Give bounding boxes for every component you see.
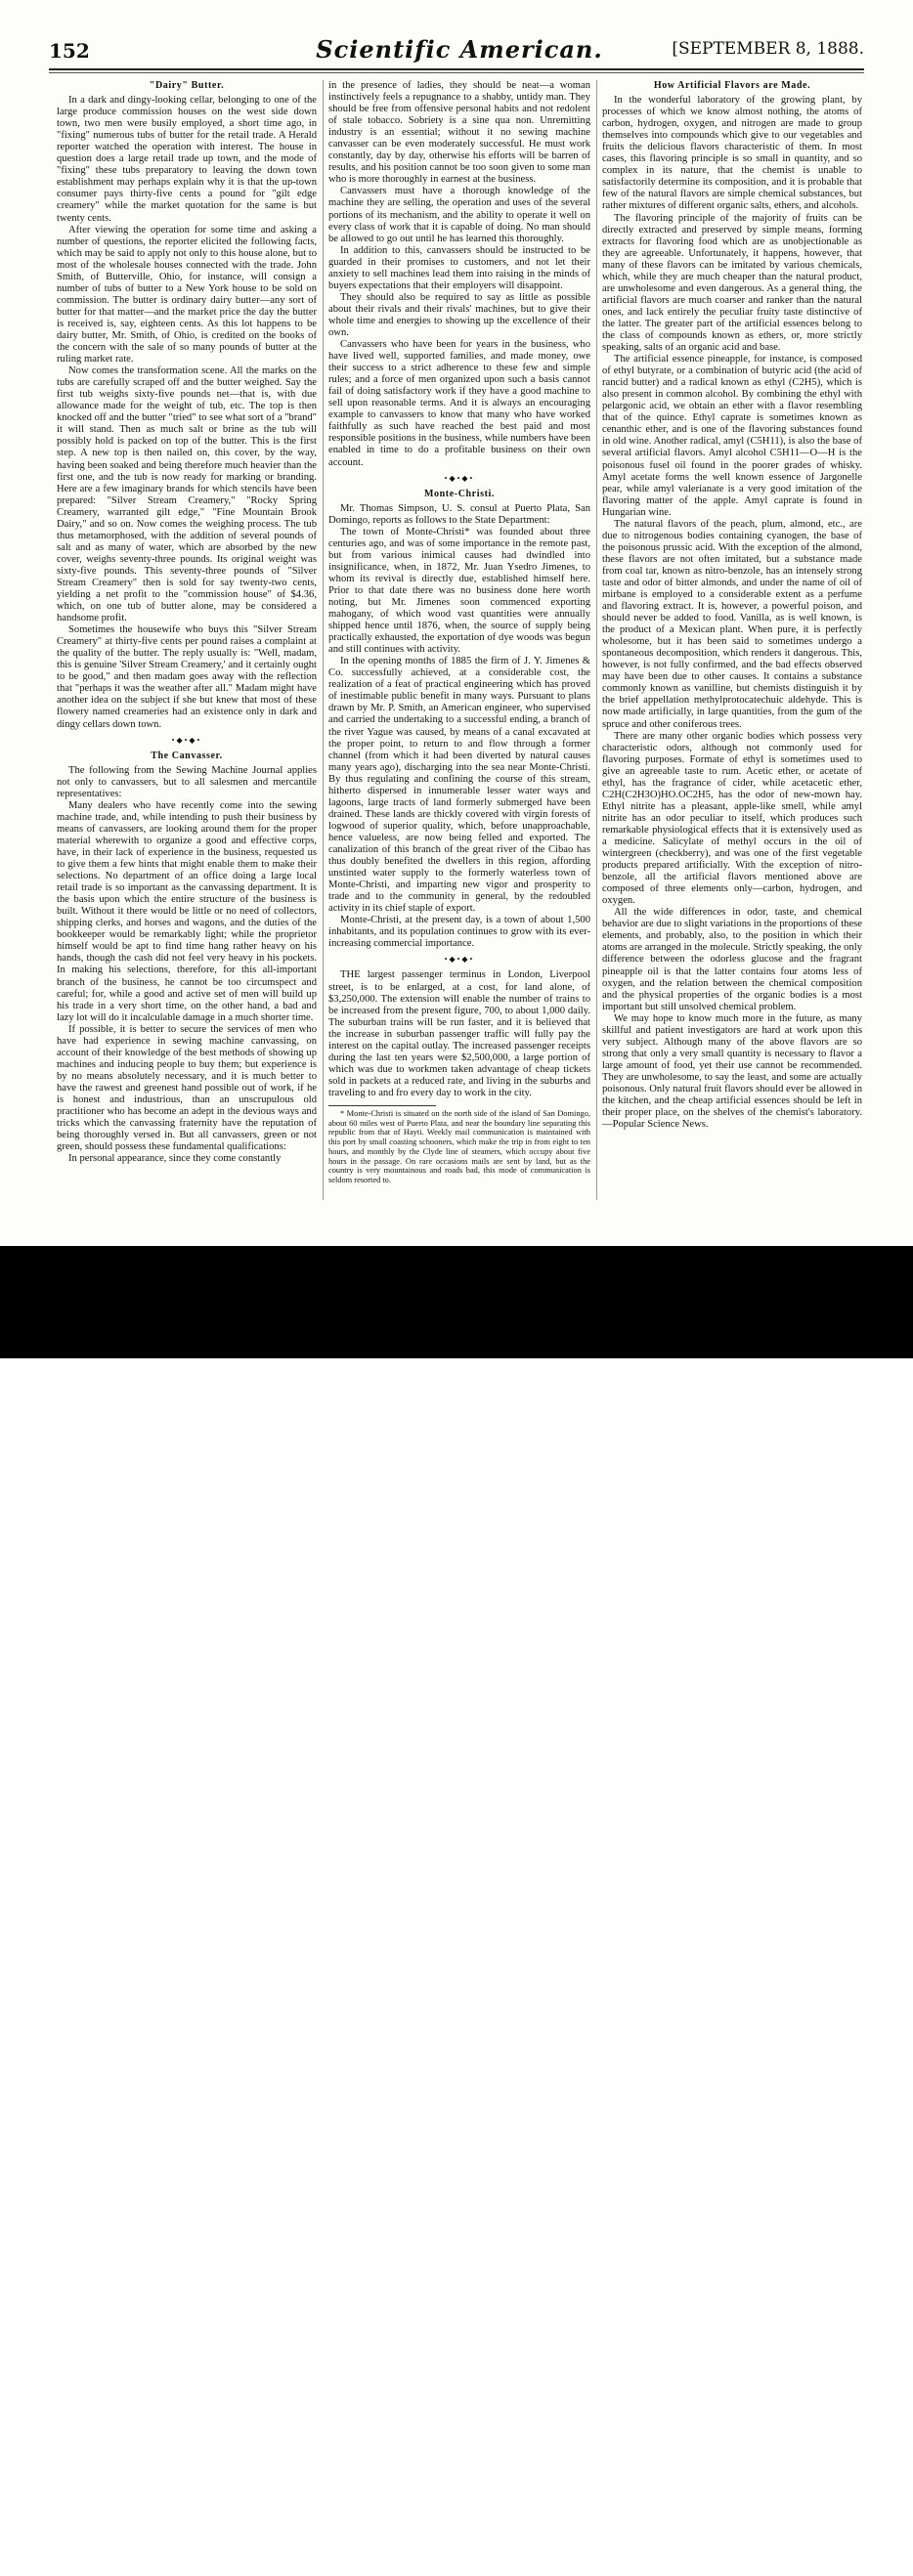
page-number: 152 [49,39,90,63]
canvasser-heading: The Canvasser. [151,750,223,761]
article-paragraph: In the wonderful laboratory of the growing plant, by processes of which we know almost nothing, the atoms of carbon, hydrogen, oxygen, and nitrogen are made to group themselves into compounds which give to our vegetables and fruits the delicious flavors characteristic of them. In most cases, this flavoring principle is so small in quantity, and so complex in its nature, that the chemist is unable to satisfactorily determine its composition, and it is probable that few of the natural flavors are simple chemical substances, but rather mixtures of different organic salts, ethers, and alcohols. [602,95,862,212]
article-paragraph: The flavoring principle of the majority of fruits can be directly extracted and preserved by simple means, forming extracts for flavoring food which are as unobjectionable as they are agreeable. Unfortunately, it happens, however, that many of these flavors can be imitated by various chemicals, which, while they are much cheaper than the natural product, are unwholesome and even dangerous. As a general thing, the artificial flavors are much coarser and ranker than the natural ones, and lack entirely the peculiar fruity taste distinctive of the latter. The greater part of the artificial essences belong to the class of compounds known as ethers, or, more strictly speaking, salts of an organic acid and base. [602,212,862,354]
article-paragraph: The town of Monte-Christi* was founded about three centuries ago, and was of some importance in the remote past, but from various inimical causes had dwindled into insignificance, when, in 1872, Mr. Juan Ysedro Jimenes, to whom its revival is directly due, established himself here. Prior to that date there was no business done here worth noting, but Mr. Jimenes soon commenced exporting mahogany, of which wood vast quantities were annually shipped hence until 1876, when, the source of supply being practically exhausted, the exportation of dye woods was begun and still continues with activity. [328,526,590,656]
article-paragraph: The artificial essence pineapple, for instance, is composed of ethyl butyrate, or a combination of butyric acid (the acid of rancid butter) and a radical known as ethyl (C2H5), which is also present in common alcohol. By combining the ethyl with pelargonic acid, we obtain an ether with a flavor resembling that of the quince. Ethyl caprate is sometimes known as cenanthic ether, and is one of the flavoring substances found in old wine. Another radical, amyl (C5H11), is also the base of several artificial flavors. Amyl alcohol C5H11—O—H is the poisonous fusel oil found in the poorer grades of whisky. Amyl acetate forms the well known essence of Jargonelle pear, while amyl valerianate is a very good imitation of the flavoring matter of the apple. Amyl caprate is found in Hungarian wine. [602,354,862,518]
article-paragraph: The natural flavors of the peach, plum, almond, etc., are due to nitrogenous bodies containing cyanogen, the base of the poisonous prussic acid. With the exception of the almond, these flavors are not often imitated, but a substance made from coal tar, known as nitro-benzole, has an intensely strong taste and odor of bitter almonds, and under the name of oil of mirbane is employed to a considerable extent as a perfume and flavoring extract. It is, however, a powerful poison, and should never be added to food. Vanilla, as is well known, is the product of a Mexican plant. When pure, it is perfectly wholesome, but it has been said to sometimes undergo a spontaneous decomposition, which renders it dangerous. This, however, is not fully confirmed, and the bad effects observed may have been due to other causes. It contains a substance commonly known as vanilline, but chemists distinguish it by the brief appellation methylprotocatechuic aldehyde. This is now made artificially, in large quantities, from the gum of the spruce and other coniferous trees. [602,518,862,730]
article-paragraph: They should also be required to say as little as possible about their rivals and their rivals' machines, but to give their whole time and energies to showing up the excellence of their own. [328,291,590,338]
site-label: www.alamy.com [793,2527,899,2543]
article-paragraph: Sometimes the housewife who buys this "Silver Stream Creamery" at thirty-five cents per pound raises a complaint at the quality of the butter. The reply usually is: "Well, madam, this is genuine 'Silver Stream Creamery,' and it certainly ought to be good," and then madam goes away with the reflection that "perhaps it was the weather after all." Madam might have another idea on the subject if she but knew that most of these flowery named creameries had an existence only in dark and dingy cellars down town. [57,624,317,730]
article-paragraph: Now comes the transformation scene. All the marks on the tubs are carefully scraped off and the butter weighed. Say the first tub weighs sixty-five pounds net—that is, with due allowance made for the weight of tub, etc. The top is then knocked off and the butter "tried" to see what sort of a "brand" it will stand. Then as much salt or brine as the tub will possibly hold is packed on top of the butter. This is the first step. A new top is then nailed on, this cover, by the way, having been soaked and being therefore much heavier than the first one, and the tub is now ready for marking or branding. Here are a few imaginary brands for which stencils have been prepared: "Silver Stream Creamery," "Rocky Spring Creamery, warranted gilt edge," "Fine Mountain Brook Dairy," and so on. Now comes the weighing process. The tub thus metamorphosed, with the addition of several pounds of salt and as many of water, which are absorbed by the new cover, weighs seventy-three pounds. Its original weight was sixty-five pounds. This seventy-three pounds of "Silver Stream Creamery" then is sold for say twenty-two cents, yielding a net profit to the "commission house" of $4.36, which, on one tub of butter alone, may be considered a handsome profit. [57,365,317,624]
article-paragraph: After viewing the operation for some time and asking a number of questions, the reporter elicited the following facts, which may be said to apply not only to this house alone, but to most of the wholesale houses connected with the trade. John Smith, of Butterville, Ohio, for instance, will consign a number of tubs of butter to a New York house to be sold on commission. The butter is ordinary dairy butter—any sort of butter for that matter—and the market price the day the butter is received is, say, eighteen cents. As this lot happens to be dairy butter, Mr. Smith, of Ohio, is credited on the books of the concern with the sale of so many pounds of butter at the ruling market rate. [57,224,317,365]
watermark-logo: alamy [14,2519,175,2576]
watermark-bar [0,1246,913,2576]
article-paragraph: We may hope to know much more in the future, as many skillful and patient investigators are hard at work upon this very subject. Although many of the above flavors are so strong that only a very small quantity is necessary to flavor a large amount of food, yet their use cannot be recommended. They are unwholesome, to say the least, and some are actually poisonous. Only natural fruit flavors should ever be allowed in the kitchen, and the cheap artificial essences should be left in their proper place, on the shelves of the chemist's laboratory.—Popular Science News. [602,1012,862,1131]
newspaper-page [0,0,913,1246]
section-ornament: •◆•◆• [444,473,475,483]
article-paragraph: If possible, it is better to secure the services of men who have had experience in sewing machine canvassing, on account of their knowledge of the best methods of showing up machines and inducing people to buy them; but experience is by no means absolutely necessary, and it is much better to have the rawest and greenest hand possible out of work, if he is honest and industrious, than an unscrupulous old practitioner who has become an adept in the devious ways and tricks which the canvassing fraternity have the reputation of being thoroughly versed in. But all canvassers, green or not green, should possess these fundamental qualifications: [57,1023,317,1153]
section-ornament: •◆•◆• [171,735,202,745]
article-paragraph: In addition to this, canvassers should be instructed to be guarded in their promises to customers, and not let their anxiety to sell machines lead them into raising in the minds of buyers expectations that their employers will disappoint. [328,244,590,291]
column-divider [323,80,324,1200]
article-paragraph: Many dealers who have recently come into the sewing machine trade, and, while intending to push their business by means of canvassers, are looking around them for the proper material wherewith to organize a good and effective corps, have, in their lack of experience in the business, requested us to give them a few hints that might enable them to make their selections. No department of an office doing a large local retail trade is so important as the canvassing department. It is the basis upon which the entire structure of the business is built. Without it there would be little or no need of collectors, shipping clerks, and horses and wagons, and the duties of the bookkeeper would be remarkably light; while the proprietor himself would be apt to find time hang rather heavy on his hands, though the cash did not feel very heavy in his pockets. In making his selections, therefore, for this all-important branch of the business, he cannot be too circumspect and careful; for, while a good and active set of men will build up his trade in a very short time, on the other hand, a bad and lazy lot will do it incalculable damage in a much shorter time. [57,799,317,1023]
article-paragraph: In the opening months of 1885 the firm of J. Y. Jimenes & Co. successfully achieved, at a considerable cost, the realization of a feat of practical engineering which has proved of inestimable public benefit in many ways. Pursuant to plans drawn by Mr. P. Smith, an American engineer, who supervised and carried the undertaking to a successful ending, a branch of the river Yague was caused, by means of a canal excavated at the proper point, to return to and flow through a former channel (from which it had been diverted by natural causes many years ago), discharging into the sea near Monte-Christi. By thus regulating and confining the course of this stream, hitherto dispersed in innumerable lesser water ways and lagoons, large tracts of land formerly submerged have been drained. These lands are thickly covered with virgin forests of logwood of superior quality, which, before unapproachable, hence valueless, are now being felled and exported. The canalization of this branch of the great river of the Cibao has thus doubly benefited the dwellers in this region, affording unstinted water supply to the formerly waterless town of Monte-Christi, and imparting new vigor and prosperity to trade and to the community in general, by the redoubled activity in its chief staple of export. [328,656,590,915]
dairy-butter-heading: "Dairy" Butter. [149,80,225,91]
article-paragraph: In a dark and dingy-looking cellar, belonging to one of the large produce commission houses on the west side down town, two men were busily employed, a short time ago, in "fixing" numerous tubs of butter for the retail trade. A Herald reporter watched the operation with interest. The house in question does a large retail trade up town, and the mode of "fixing" these tubs preparatory to leaving the down town establishment may perhaps explain why it is that the up-town consumer pays thirty-five cents a pound for "gilt edge creamery" while the market quotation for the same is but twenty cents. [57,95,317,224]
article-paragraph: There are many other organic bodies which possess very characteristic odors, although not commonly used for flavoring purposes. Formate of ethyl is sometimes used to give an agreeable taste to rum. Acetic ether, or acetate of ethyl, has the fragrance of cider, while acetacetic ether, C2H(C2H3O)HO.OC2H5, has the odor of new-mown hay. Ethyl nitrite has a pleasant, apple-like smell, while amyl nitrite has an odor peculiar to itself, which produces such remarkable physiological effects that it is extensively used as a medicine. Salicylate of methyl occurs in the oil of wintergreen (checkberry), and was one of the first vegetable products prepared artificially. With the exception of nitro-benzole, all the artificial flavors mentioned above are composed of three elements only—carbon, hydrogen, and oxygen. [602,730,862,907]
article-paragraph: THE largest passenger terminus in London, Liverpool street, is to be enlarged, at a cost, for land alone, of $3,250,000. The extension will enable the number of trains to be increased from the present figure, 700, to about 1,000 daily. The suburban trains will be run faster, and it is believed that the increase in suburban passenger traffic will fully pay the interest on the capital outlay. The increased passenger receipts during the last ten years were $2,500,000, a large portion of which was due to workmen taken advantage of cheap tickets sold in packets at a reduced rate, and living in the suburbs and traveling to and fro every day to work in the city. [328,969,590,1098]
publication-title: Scientific American. [316,35,603,64]
article-paragraph: Mr. Thomas Simpson, U. S. consul at Puerto Plata, San Domingo, reports as follows to the State Department: [328,502,590,526]
article-paragraph: Monte-Christi, at the present day, is a town of about 1,500 inhabitants, and its population continues to grow with its ever-increasing commercial importance. [328,915,590,950]
column-3 [602,80,862,1202]
header-rule [49,72,864,73]
article-paragraph: All the wide differences in odor, taste, and chemical behavior are due to slight variations in the proportions of these elements, and probably, also, to the position in which their atoms are arranged in the molecule. Strictly speaking, the only difference between the odorless glucose and the fragrant pineapple oil is that the latter contains four atoms less of oxygen, and the relation between the chemical composition and the physical properties of the organic bodies is a most important but still unsolved chemical problem. [602,907,862,1012]
monte-christi-heading: Monte-Christi. [424,488,495,499]
artificial-flavors-heading: How Artificial Flavors are Made. [653,80,811,91]
column-1 [57,80,317,1202]
image-id-label: Image ID: 2ABX3P1 [770,2506,899,2521]
column-2 [328,80,590,1202]
column-divider [596,80,597,1200]
article-paragraph: in the presence of ladies, they should be neat—a woman instinctively feels a repugnance to a shabby, untidy man. They should be free from offensive personal habits and not redolent of stale tobacco. Sobriety is a sine qua non. Unremitting industry is an essential; without it no sewing machine canvasser can be even moderately successful. He must work constantly, day by day, otherwise his efforts will be barren of results, and his position cannot be too soon given to some man who is more thoroughly in earnest at the business. [328,80,590,186]
footnote-rule [328,1105,436,1106]
footnote: * Monte-Christi is situated on the north side of the island of San Domingo, about 60 miles west of Puerto Plata, and near the boundary line separating this republic from that of Hayti. Weekly mail communication is maintained with this port by small coasting schooners, which make the trip in from eight to ten hours, and monthly by the Clyde line of steamers, which occupy about five hours in the passage. On rare occasions mails are sent by land, but as the country is very mountainous and roads bad, this mode of communication is seldom resorted to. [328,1108,590,1184]
watermark-info [771,2503,899,2546]
masthead [49,35,864,70]
article-paragraph: The following from the Sewing Machine Journal applies not only to canvassers, but to all salesmen and mercantile representatives: [57,764,317,799]
article-paragraph: In personal appearance, since they come constantly [68,1153,282,1165]
issue-date: [SEPTEMBER 8, 1888. [672,39,864,59]
article-paragraph: Canvassers must have a thorough knowledge of the machine they are selling, the operation and uses of the several portions of its mechanism, and the ability to operate it well on every class of work that it is capable of doing. No man should be allowed to go out until he has learned this thoroughly. [328,186,590,244]
article-paragraph: Canvassers who have been for years in the business, who have lived well, supported families, and made money, owe their success to a strict adherence to these few and simple rules; and a force of men organized upon such a basis cannot fail of doing satisfactory work if they have a good machine to sell upon reasonable terms. And it is always an encouraging example to canvassers to know that many who have worked faithfully as such have reached the best paid and most responsible positions in the business, while numbers have been enabled in time to do a profitable business on their own account. [328,339,590,468]
section-ornament: •◆•◆• [444,955,475,965]
